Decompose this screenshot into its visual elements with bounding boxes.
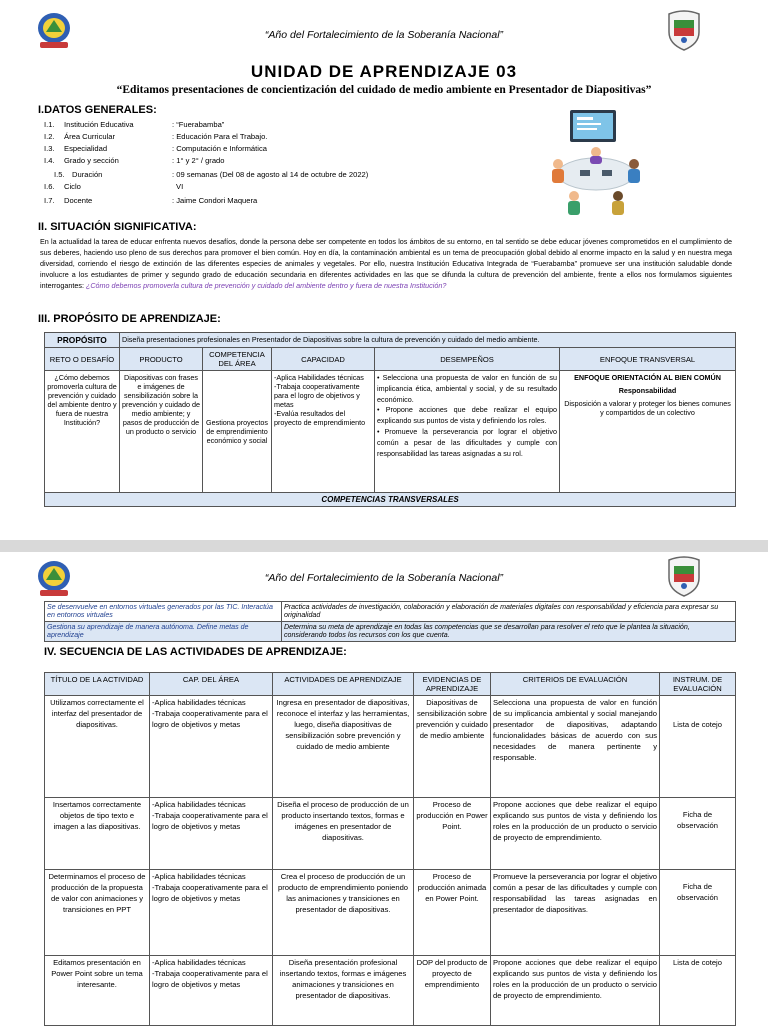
competence-row: [45, 621, 736, 641]
approach-text: Disposición a valorar y proteger los bienes comunes y compartidos de un colectivo: [564, 399, 731, 417]
approach-cell: [560, 371, 736, 493]
competence-row: [45, 602, 736, 622]
performance-item: • Propone acciones que debe realizar el equipo explicando sus puntos de vista y definiendo los roles.: [377, 405, 557, 427]
performance-list: [377, 373, 557, 459]
activity-title: Utilizamos correctamente el interfaz del presentador de diapositivas.: [45, 696, 150, 798]
approach-title: ENFOQUE ORIENTACIÓN AL BIEN COMÚN: [574, 373, 721, 382]
activity-capacity: -Aplica habilidades técnicas -Trabaja cooperativamente para el logro de objetivos y metas: [150, 696, 273, 798]
transversal-heading: COMPETENCIAS TRANSVERSALES: [45, 493, 736, 507]
activity-criteria: Propone acciones que debe realizar el equipo explicando sus puntos de vista y definiendo los roles en la producción de un producto o servicio de proyecto de emprendimiento.: [491, 956, 660, 1026]
year-title: “Año del Fortalecimiento de la Soberanía Nacional”: [264, 29, 504, 41]
column-header: ACTIVIDADES DE APRENDIZAJE: [273, 673, 414, 696]
product-cell: Diapositivas con frases e imágenes de sensibilización sobre la prevención y cuidado de medio ambiente; y pasos de producción de un producto o servicio: [120, 371, 203, 493]
purpose-table: [44, 332, 736, 507]
activities-header-row: [45, 673, 736, 696]
column-header: CAP. DEL ÁREA: [150, 673, 273, 696]
column-header: TÍTULO DE LA ACTIVIDAD: [45, 673, 150, 696]
activity-instrument: Lista de cotejo: [660, 956, 736, 1026]
activity-criteria: Propone acciones que debe realizar el equipo explicando sus puntos de vista y definiendo los roles en la producción de un producto o servicio de proyecto de emprendimiento.: [491, 798, 660, 870]
competence-desc: Determina su meta de aprendizaje en todas las competencias que se desarrollan para resolver el reto que le plantea la situación, considerando todos los recursos con los que cuenta.: [282, 621, 736, 641]
column-header: RETO O DESAFÍO: [45, 348, 120, 371]
activity-row: [45, 798, 736, 870]
activity-evidence: Diapositivas de sensibilización sobre prevención y cuidado de medio ambiente: [414, 696, 491, 798]
competence-name: Se desenvuelve en entornos virtuales generados por las TIC. Interactúa en entornos virtuales: [45, 602, 282, 622]
performance-item: • Promueve la perseverancia por lograr el objetivo común a pesar de las dificultades y cumple con responsabilidad las tareas asignadas a su rol.: [377, 427, 557, 459]
team-meeting-illustration: [540, 104, 650, 222]
challenge-cell: ¿Cómo debemos promoverla cultura de prevención y cuidado del ambiente dentro y fuera de nuestra Institución?: [45, 371, 120, 493]
activity-evidence: DOP del producto de proyecto de emprendimiento: [414, 956, 491, 1026]
activity-description: Diseña presentación profesional insertando textos, formas e imágenes animaciones y transiciones en presentador de diapositivas.: [273, 956, 414, 1026]
activity-row: [45, 870, 736, 956]
column-header: INSTRUM. DE EVALUACIÓN: [660, 673, 736, 696]
purpose-header-row: [45, 348, 736, 371]
performance-item: • Selecciona una propuesta de valor en función de su implicancia ética, ambiental y social, y de su resultado económico.: [377, 373, 557, 405]
situation-heading: II. SITUACIÓN SIGNIFICATIVA:: [38, 221, 197, 233]
capacity-cell: -Aplica Habilidades técnicas -Trabaja cooperativamente para el logro de objetivos y metas -Evalúa resultados del proyecto de emprendimiento: [272, 371, 375, 493]
situation-text: En la actualidad la tarea de educar enfrenta nuevos desafíos, donde la persona debe ser competente en todos los ámbitos de su entorno, en tal sentido se debe educar jóvenes comprometidos en el cumplimiento de sus deberes, haciendo uso pleno de sus derechos para promover el bien común. Hoy en día, la contaminación ambiental es un tema de preocupación global debido al enorme impacto en la salud y en nuestra mega diversidad, corriendo el riesgo de extinción de las diferentes especies de animales y vegetales. Por ello, nuestra Institución Educativa Integrada de “Fuerabamba” promueve ser una institución saludable donde involucre a los estudiantes de primer y segundo grado de educación secundaria en diferentes actividades en las que se difunda la cultura de prevención del ambiente, frente a ellos nos formulamos siguientes interrogantes: ¿Cómo debemos promoverla cultura de prevención y cuidado del ambiente dentro y fuera de nuestra Institución?: [40, 237, 732, 291]
column-header: ENFOQUE TRANSVERSAL: [560, 348, 736, 371]
unit-title: UNIDAD DE APRENDIZAJE 03: [250, 62, 518, 81]
activity-description: Crea el proceso de producción de un producto de emprendimiento poniendo las animaciones y transiciones en presentador de diapositivas.: [273, 870, 414, 956]
activity-instrument: Lista de cotejo: [660, 696, 736, 798]
column-header: CAPACIDAD: [272, 348, 375, 371]
activity-row: [45, 696, 736, 798]
activity-evidence: Proceso de producción en Power Point.: [414, 798, 491, 870]
activity-capacity: -Aplica habilidades técnicas -Trabaja cooperativamente para el logro de objetivos y metas: [150, 956, 273, 1026]
general-data-heading: I.DATOS GENERALES:: [38, 104, 157, 116]
competence-desc: Practica actividades de investigación, colaboración y elaboración de materiales digitales con responsabilidad y eficiencia para expresar su originalidad: [282, 602, 736, 622]
transversal-row: [45, 493, 736, 507]
activity-description: Diseña el proceso de producción de un producto insertando textos, formas e imágenes en presentador de diapositivas.: [273, 798, 414, 870]
purpose-heading: III. PROPÓSITO DE APRENDIZAJE:: [38, 313, 221, 325]
sequence-heading: IV. SECUENCIA DE LAS ACTIVIDADES DE APRENDIZAJE:: [44, 646, 347, 658]
unit-subtitle: “Editamos presentaciones de concientización del cuidado de medio ambiente en Presentador de Diapositivas”: [116, 84, 652, 96]
activity-title: Insertamos correctamente objetos de tipo texto e imagen a las diapositivas.: [45, 798, 150, 870]
column-header: EVIDENCIAS DE APRENDIZAJE: [414, 673, 491, 696]
activity-capacity: -Aplica habilidades técnicas -Trabaja cooperativamente para el logro de objetivos y metas: [150, 798, 273, 870]
activity-title: Editamos presentación en Power Point sobre un tema interesante.: [45, 956, 150, 1026]
shield-logo-icon: [665, 8, 703, 52]
purpose-content-row: [45, 371, 736, 493]
year-title: “Año del Fortalecimiento de la Soberanía Nacional”: [264, 572, 504, 584]
activity-description: Ingresa en presentador de diapositivas, reconoce el interfaz y las herramientas, luego, diseña diapositivas de sensibilización sobre prevención y cuidado de medio ambiente: [273, 696, 414, 798]
purpose-text: Diseña presentaciones profesionales en Presentador de Diapositivas sobre la cultura de prevención y cuidado del medio ambiente.: [120, 333, 736, 348]
activity-title: Determinamos el proceso de producción de la propuesta de valor con animaciones y transiciones en PPT: [45, 870, 150, 956]
competence-cell: Gestiona proyectos de emprendimiento económico y social: [203, 371, 272, 493]
activity-capacity: -Aplica habilidades técnicas -Trabaja cooperativamente para el logro de objetivos y metas: [150, 870, 273, 956]
activity-criteria: Promueve la perseverancia por lograr el objetivo común a pesar de las dificultades y cumple con responsabilidad las tareas asignadas en presentador de diapositivas.: [491, 870, 660, 956]
activity-instrument: Ficha de observación: [660, 870, 736, 956]
page-one: “Año del Fortalecimiento de la Soberanía Nacional” UNIDAD DE APRENDIZAJE 03 “Editamos presentaciones de concientización del cuidado de medio ambiente en Presentador de Diapositivas” I.DATOS GENERALES: I.1. Institución Educativa : “Fuerabamba” I.2. Área Curricular : Educación Para el Trabajo. I.3. Especialidad : Computación e Informática I.4. Grado y sección : 1° y 2° / grado I.5. Duración : 09 semanas (Del 08 de agosto al 14 de octubre de 2022) I.6. Ciclo VI I.7. Docente : Jaime Condori Maquera II. SITUACIÓN SIGNIFICATIVA: En la actualidad la tarea de educar enfrenta nuevos desafíos, donde la persona debe ser competente en todos los ámbitos de su entorno, en tal sentido se debe educar jóvenes comprometidos en el cumplimiento de sus deberes, haciendo uso pleno de sus derechos para promover el bien común. Hoy en día, la contaminación ambiental es un tema de preocupación global debido al enorme impacto en la salud y en nuestra mega diversidad, corriendo el riesgo de extinción de las diferentes especies de animales y vegetales. Por ello, nuestra Institución Educativa Integrada de “Fuerabamba” promueve ser una institución saludable donde involucre a los estudiantes de primer y segundo grado de educación secundaria en diferentes actividades en las que se difunda la cultura de prevención del ambiente, frente a ellos nos formulamos siguientes interrogantes: ¿Cómo debemos promoverla cultura de prevención y cuidado del ambiente dentro y fuera de nuestra Institución? III. PROPÓSITO DE APRENDIZAJE: PROPÓSITO Diseña presentaciones profesionales en Presentador de Diapositivas sobre la cultura de prevención y cuidado del medio ambiente. RETO O DESAFÍO PRODUCTO COMPETENCIA DEL ÁREA CAPACIDAD DESEMPEÑOS ENFOQUE TRANSVERSAL ¿Cómo debemos promoverla cultura de prevención y cuidado del ambiente dentro y fuera de nuestra Institución? Diapositivas con frases e imágenes de sensibilización sobre la prevención y cuidado de medio ambiente; y pasos de producción de un producto o servicio Gestiona proyectos de emprendimiento económico y social -Aplica Habilidades técnicas -Trabaja cooperativamente para el logro de objetivos y metas -Evalúa resultados del proyecto de emprendimiento • Selecciona una propuesta de valor en función de su implicancia ética, ambiental y social, y de su resultado económico. • Propone acciones que debe realizar el equipo explicando sus puntos de vista y definiendo los roles. • Promueve la perseverancia por lograr el objetivo común a pesar de las dificultades y cumple con responsabilidad las tareas asignadas a su rol. ENFOQUE ORIENTACIÓN AL BIEN COMÚN Responsabilidad Disposición a valorar y proteger los bienes comunes y compartidos de un colectivo COMPETENCIAS TRANSVERSALES: [0, 0, 768, 540]
column-header: PRODUCTO: [120, 348, 203, 371]
performance-cell: [375, 371, 560, 493]
column-header: DESEMPEÑOS: [375, 348, 560, 371]
column-header: COMPETENCIA DEL ÁREA: [203, 348, 272, 371]
activity-criteria: Selecciona una propuesta de valor en función de su implicancia ambiental y social manejando presentador de diapositivas, adaptando funcionalidades básicas de acuerdo con sus necesidades de manera pertinente y responsable.: [491, 696, 660, 798]
activities-table: [44, 672, 736, 1026]
column-header: CRITERIOS DE EVALUACIÓN: [491, 673, 660, 696]
purpose-label: PROPÓSITO: [45, 333, 120, 348]
page-separator: [0, 540, 768, 552]
purpose-row: [45, 333, 736, 348]
shield-logo-icon: [665, 554, 703, 598]
activity-row: [45, 956, 736, 1026]
activity-instrument: Ficha de observación: [660, 798, 736, 870]
activity-evidence: Proceso de producción animada en Power Point.: [414, 870, 491, 956]
competence-name: Gestiona su aprendizaje de manera autónoma. Define metas de aprendizaje: [45, 621, 282, 641]
approach-value: Responsabilidad: [618, 386, 677, 395]
transversal-competences-table: [44, 601, 736, 642]
